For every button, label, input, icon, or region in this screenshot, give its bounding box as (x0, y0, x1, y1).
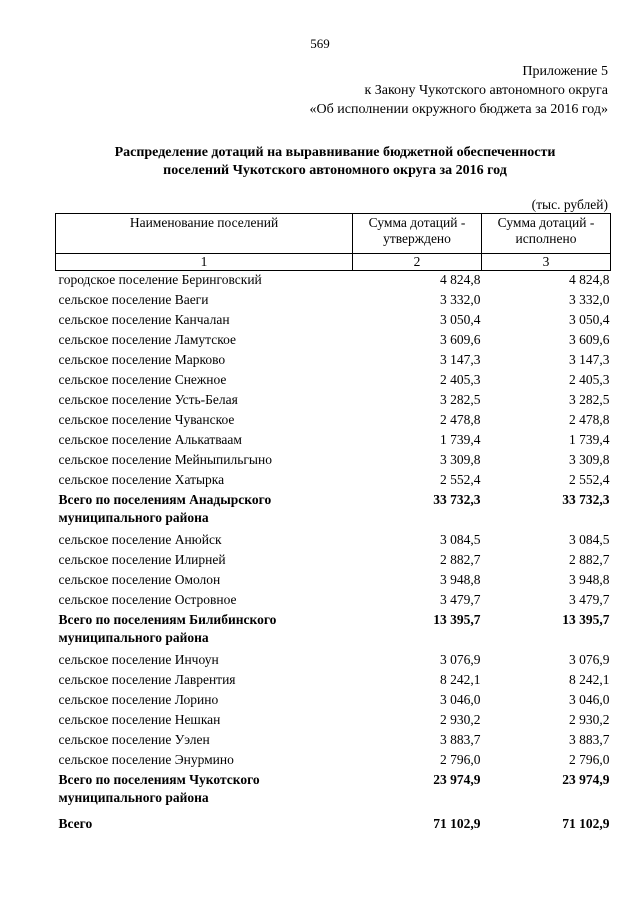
subtotal-row (56, 771, 611, 811)
table-row (56, 471, 611, 491)
subsidy-table (55, 213, 611, 837)
approved-amount-cell: 3 609,6 (440, 332, 481, 347)
approved-amount-cell: 13 395,7 (433, 612, 481, 627)
column-number-3: 3 (482, 254, 611, 271)
approved-amount-cell: 3 282,5 (440, 392, 481, 407)
table-row (56, 351, 611, 371)
title-line-1: Распределение дотаций на выравнивание бюджетной обеспеченности (114, 145, 556, 160)
settlement-name-cell: сельское поселение Усть-Белая (58, 392, 238, 407)
executed-amount-cell: 3 046,0 (569, 692, 610, 707)
appendix-line-2: к Закону Чукотского автономного округа (364, 83, 608, 98)
table-row (56, 291, 611, 311)
column-number-2: 2 (353, 254, 482, 271)
approved-amount-cell: 3 309,8 (440, 452, 481, 467)
settlement-name-cell: сельское поселение Инчоун (58, 652, 219, 667)
settlement-name-cell: городское поселение Беринговский (58, 272, 262, 287)
table-row (56, 311, 611, 331)
settlement-name-cell: сельское поселение Чуванское (58, 412, 235, 427)
approved-amount-cell: 2 796,0 (440, 752, 481, 767)
executed-amount-cell: 3 609,6 (569, 332, 610, 347)
settlement-name-cell: сельское поселение Островное (58, 592, 237, 607)
executed-amount-cell: 3 147,3 (569, 352, 610, 367)
approved-amount-cell: 71 102,9 (433, 816, 481, 831)
subtotal-row (56, 611, 611, 651)
appendix-header (310, 62, 608, 119)
table-header-row (56, 214, 611, 254)
units-note: (тыс. рублей) (531, 197, 608, 212)
executed-amount-cell: 3 332,0 (569, 292, 610, 307)
table-row (56, 551, 611, 571)
table-row (56, 371, 611, 391)
settlement-name-cell: сельское поселение Мейныпильгыно (58, 452, 272, 467)
executed-amount-cell: 2 882,7 (569, 552, 610, 567)
executed-amount-cell: 3 282,5 (569, 392, 610, 407)
approved-amount-cell: 3 332,0 (440, 292, 481, 307)
table-row (56, 331, 611, 351)
table-row (56, 671, 611, 691)
executed-amount-cell: 8 242,1 (569, 672, 610, 687)
table-row (56, 451, 611, 471)
settlement-name-cell: сельское поселение Нешкан (58, 712, 221, 727)
executed-amount-cell: 2 405,3 (569, 372, 610, 387)
table-row (56, 731, 611, 751)
header-approved: Сумма дотаций - утверждено (353, 214, 482, 254)
table-body (56, 271, 611, 838)
approved-amount-cell: 3 883,7 (440, 732, 481, 747)
settlement-name-cell: сельское поселение Хатырка (58, 472, 225, 487)
settlement-name-cell: Всего по поселениям Билибинского муниципального района (58, 612, 277, 645)
settlement-name-cell: Всего (58, 816, 93, 831)
table-row (56, 271, 611, 292)
subtotal-row (56, 491, 611, 531)
executed-amount-cell: 3 309,8 (569, 452, 610, 467)
approved-amount-cell: 2 552,4 (440, 472, 481, 487)
appendix-line-3: «Об исполнении окружного бюджета за 2016 год» (309, 102, 608, 117)
settlement-name-cell: сельское поселение Алькатваам (58, 432, 242, 447)
table-row (56, 431, 611, 451)
grand-total-row (56, 811, 611, 837)
settlement-name-cell: сельское поселение Ваеги (58, 292, 209, 307)
executed-amount-cell: 2 552,4 (569, 472, 610, 487)
table-row (56, 391, 611, 411)
executed-amount-cell: 4 824,8 (569, 272, 610, 287)
executed-amount-cell: 71 102,9 (562, 816, 610, 831)
header-settlement-name: Наименование поселений (56, 214, 353, 254)
settlement-name-cell: сельское поселение Марково (58, 352, 226, 367)
approved-amount-cell: 33 732,3 (433, 492, 481, 507)
approved-amount-cell: 2 930,2 (440, 712, 481, 727)
executed-amount-cell: 33 732,3 (562, 492, 610, 507)
approved-amount-cell: 3 147,3 (440, 352, 481, 367)
table-column-numbers-row (56, 254, 611, 271)
column-number-1: 1 (56, 254, 353, 271)
approved-amount-cell: 3 046,0 (440, 692, 481, 707)
page-number: 569 (310, 36, 330, 51)
appendix-line-1: Приложение 5 (522, 64, 608, 79)
table-row (56, 411, 611, 431)
approved-amount-cell: 4 824,8 (440, 272, 481, 287)
executed-amount-cell: 3 479,7 (569, 592, 610, 607)
approved-amount-cell: 1 739,4 (440, 432, 481, 447)
settlement-name-cell: Всего по поселениям Анадырского муниципального района (58, 492, 272, 525)
approved-amount-cell: 3 479,7 (440, 592, 481, 607)
executed-amount-cell: 1 739,4 (569, 432, 610, 447)
table-row (56, 711, 611, 731)
document-title (40, 144, 630, 180)
approved-amount-cell: 23 974,9 (433, 772, 481, 787)
settlement-name-cell: сельское поселение Лорино (58, 692, 219, 707)
executed-amount-cell: 13 395,7 (562, 612, 610, 627)
settlement-name-cell: сельское поселение Илирней (58, 552, 226, 567)
table-row (56, 751, 611, 771)
approved-amount-cell: 8 242,1 (440, 672, 481, 687)
executed-amount-cell: 2 478,8 (569, 412, 610, 427)
settlement-name-cell: сельское поселение Омолон (58, 572, 221, 587)
approved-amount-cell: 2 478,8 (440, 412, 481, 427)
executed-amount-cell: 2 796,0 (569, 752, 610, 767)
settlement-name-cell: сельское поселение Снежное (58, 372, 227, 387)
table-row (56, 531, 611, 551)
settlement-name-cell: сельское поселение Уэлен (58, 732, 210, 747)
settlement-name-cell: Всего по поселениям Чукотского муниципального района (58, 772, 260, 805)
table-row (56, 591, 611, 611)
settlement-name-cell: сельское поселение Канчалан (58, 312, 230, 327)
settlement-name-cell: сельское поселение Энурмино (58, 752, 234, 767)
approved-amount-cell: 3 076,9 (440, 652, 481, 667)
approved-amount-cell: 3 948,8 (440, 572, 481, 587)
approved-amount-cell: 3 084,5 (440, 532, 481, 547)
executed-amount-cell: 2 930,2 (569, 712, 610, 727)
executed-amount-cell: 3 050,4 (569, 312, 610, 327)
table-row (56, 571, 611, 591)
header-executed: Сумма дотаций - исполнено (482, 214, 611, 254)
executed-amount-cell: 3 084,5 (569, 532, 610, 547)
settlement-name-cell: сельское поселение Ламутское (58, 332, 236, 347)
settlement-name-cell: сельское поселение Анюйск (58, 532, 222, 547)
title-line-2: поселений Чукотского автономного округа за 2016 год (163, 163, 507, 178)
executed-amount-cell: 3 883,7 (569, 732, 610, 747)
approved-amount-cell: 2 405,3 (440, 372, 481, 387)
settlement-name-cell: сельское поселение Лаврентия (58, 672, 236, 687)
approved-amount-cell: 3 050,4 (440, 312, 481, 327)
executed-amount-cell: 23 974,9 (562, 772, 610, 787)
executed-amount-cell: 3 076,9 (569, 652, 610, 667)
table-row (56, 651, 611, 671)
approved-amount-cell: 2 882,7 (440, 552, 481, 567)
table-row (56, 691, 611, 711)
executed-amount-cell: 3 948,8 (569, 572, 610, 587)
